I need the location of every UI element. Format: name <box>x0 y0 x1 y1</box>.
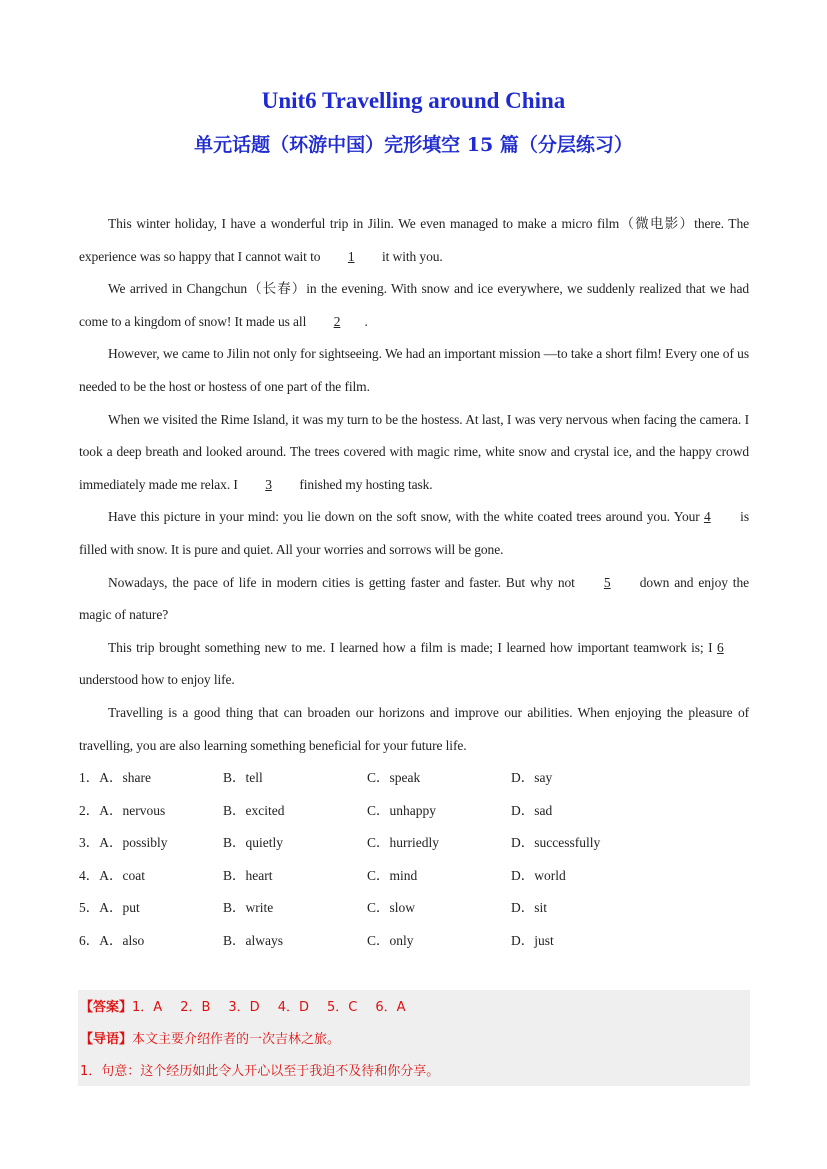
option: 2．A．nervous <box>79 802 166 818</box>
option: D．say <box>511 770 553 785</box>
option: 3．A．possibly <box>79 835 168 851</box>
option: 4．A．coat <box>79 867 145 883</box>
blank-3: 3 <box>265 476 272 492</box>
option-row <box>79 827 749 860</box>
answer-section <box>78 990 750 1086</box>
option-row <box>79 860 749 893</box>
intro-label: 【导语】 <box>80 1032 133 1047</box>
text: When we visited the Rime Island, it was my turn to be the hostess. At last, I was very nervous when facing the camera. I took a deep breath and looked around. The trees covered with magic rime, white snow and crystal ice, and the happy crowd immediately made me relax. I <box>79 411 749 492</box>
option: B．always <box>223 932 283 948</box>
option: D．sit <box>511 900 548 916</box>
option: C．mind <box>367 867 418 883</box>
passage <box>79 208 749 762</box>
text: We arrived in Changchun（长春）in the evening. With snow and ice everywhere, we suddenly realized that we had come to a kingdom of snow! It made us all <box>79 281 749 329</box>
intro-text: 本文主要介绍作者的一次吉林之旅。 <box>132 1032 341 1047</box>
option: C．slow <box>367 900 416 916</box>
option: C．only <box>367 932 414 948</box>
answer-value: 6．A <box>375 1000 406 1015</box>
option: D．world <box>511 867 566 883</box>
text: . <box>364 313 368 329</box>
option-row <box>79 795 749 828</box>
answer-label: 【答案】 <box>80 1000 133 1015</box>
option: C．speak <box>367 770 421 785</box>
text: Have this picture in your mind: you lie down on the soft snow, with the white coated trees around you. Your <box>108 509 704 525</box>
option: 6．A．also <box>79 932 145 948</box>
option-row <box>79 925 749 958</box>
paragraph-1 <box>79 208 749 273</box>
paragraph-5 <box>79 501 749 566</box>
answer-line <box>80 996 424 1015</box>
option-row <box>79 892 749 925</box>
option: B．quietly <box>223 835 283 851</box>
paragraph-8: Travelling is a good thing that can broaden our horizons and improve our abilities. When enjoying the pleasure of travelling, you are also learning something beneficial for your future life. <box>79 704 749 753</box>
blank-6: 6 <box>717 639 724 655</box>
paragraph-3: However, we came to Jilin not only for sightseeing. We had an important mission —to take a short film! Every one of us needed to be the host or hostess of one part of the film. <box>79 346 749 394</box>
blank-5: 5 <box>603 574 611 590</box>
option: B．tell <box>223 770 263 785</box>
option: B．write <box>223 900 274 916</box>
answer-values <box>132 1000 424 1015</box>
option: 5．A．put <box>79 900 140 916</box>
intro-line <box>80 1028 340 1047</box>
option: B．heart <box>223 867 273 883</box>
options-list <box>79 762 749 958</box>
option-row <box>79 762 749 795</box>
paragraph-6 <box>79 567 749 632</box>
option: D．just <box>511 932 554 948</box>
blank-2: 2 <box>333 313 341 329</box>
text: This trip brought something new to me. I learned how a film is made; I learned how important teamwork is; I <box>108 639 717 655</box>
text: finished my hosting task. <box>296 476 433 492</box>
option: C．hurriedly <box>367 835 439 851</box>
blank-1: 1 <box>347 248 355 264</box>
option: D．successfully <box>511 835 601 851</box>
answer-value: 4．D <box>277 1000 309 1015</box>
text: it with you. <box>378 248 443 264</box>
text: down and enjoy the magic of nature? <box>79 574 750 623</box>
explanation-text: 1．句意：这个经历如此令人开心以至于我迫不及待和你分享。 <box>80 1064 440 1079</box>
document-subtitle: 单元话题（环游中国）完形填空 15 篇（分层练习） <box>194 134 633 156</box>
answer-value: 3．D <box>228 1000 260 1015</box>
answer-value: 5．C <box>326 1000 358 1015</box>
paragraph-4 <box>79 404 749 502</box>
text: This winter holiday, I have a wonderful trip in Jilin. We even managed to make a micro film（微电影）there. The experience was so happy that I cannot wait to <box>79 216 749 264</box>
text: Nowadays, the pace of life in modern cities is getting faster and faster. But why not <box>108 574 580 590</box>
text: understood how to enjoy life. <box>79 672 235 688</box>
option: B．excited <box>223 802 285 818</box>
answer-value: 2．B <box>180 1000 211 1015</box>
answer-value: 1．A <box>132 1000 163 1015</box>
explanation-line <box>80 1060 439 1079</box>
document-title: Unit6 Travelling around China <box>261 88 566 113</box>
text: is filled with snow. It is pure and quiet. All your worries and sorrows will be gone. <box>79 509 749 557</box>
option: C．unhappy <box>367 802 436 818</box>
option: D．sad <box>511 802 553 818</box>
blank-4: 4 <box>703 509 711 525</box>
option: 1．A．share <box>79 770 151 785</box>
paragraph-7 <box>79 632 749 697</box>
paragraph-2 <box>79 273 749 338</box>
